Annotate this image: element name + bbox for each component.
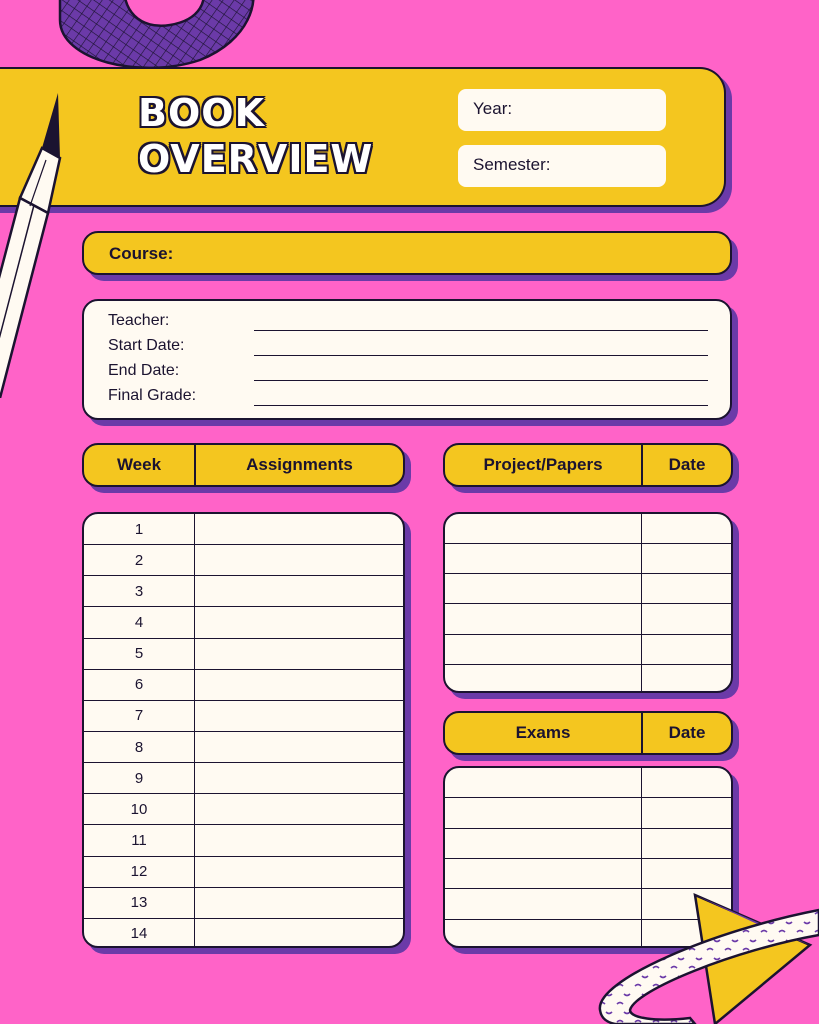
week-number: 8 [134,738,144,756]
table-row[interactable] [445,798,731,828]
table-row[interactable] [84,857,403,888]
column-divider [194,514,195,946]
assignments-table [82,512,405,948]
week-number: 7 [134,707,144,725]
table-row[interactable] [84,825,403,856]
week-number: 13 [130,894,148,912]
week-number: 9 [134,769,144,787]
end-date-label: End Date: [108,362,180,379]
assignments-column-header: Assignments [194,445,403,485]
table-row[interactable] [84,763,403,794]
week-number: 11 [131,831,147,849]
teacher-label: Teacher: [108,312,170,329]
table-row[interactable] [84,794,403,825]
table-row[interactable] [84,576,403,607]
week-number: 4 [134,613,144,631]
final-grade-line [254,405,708,406]
week-number: 12 [130,863,148,881]
table-row[interactable] [445,859,731,889]
table-row[interactable] [84,670,403,701]
page-title-line-1: BOOK [138,91,266,135]
semester-field[interactable] [458,145,666,187]
projects-table-header [443,443,733,487]
exams-table-header [443,711,733,755]
table-row[interactable] [445,574,731,604]
assignments-table-header [82,443,405,487]
projects-date-column-header: Date [641,445,731,485]
teacher-line [254,330,708,331]
week-number: 6 [134,676,144,694]
table-row[interactable] [445,665,731,691]
final-grade-label: Final Grade: [108,387,197,404]
course-field[interactable] [82,231,732,275]
teacher-row[interactable] [108,312,708,336]
week-number: 10 [130,800,148,818]
table-row[interactable] [84,888,403,919]
triangle-ring-decoration [595,890,819,1024]
week-number: 14 [130,925,148,943]
week-number: 3 [134,582,144,600]
page-title-line-2: OVERVIEW [138,137,374,181]
table-row[interactable] [84,607,403,638]
projects-column-header: Project/Papers [483,455,603,474]
semester-label: Semester: [473,155,551,174]
table-row[interactable] [445,514,731,544]
start-date-line [254,355,708,356]
table-row[interactable] [84,701,403,732]
end-date-row[interactable] [108,362,708,386]
week-column-header: Week [116,455,162,474]
week-number: 1 [134,520,144,538]
year-field[interactable] [458,89,666,131]
pencil-icon [0,88,70,398]
final-grade-row[interactable] [108,387,708,411]
table-row[interactable] [84,545,403,576]
exams-date-column-header: Date [641,713,731,753]
column-divider [641,514,642,691]
exams-column-header: Exams [515,723,571,742]
table-row[interactable] [445,829,731,859]
table-row[interactable] [84,514,403,545]
week-number: 2 [134,551,144,569]
table-row[interactable] [445,605,731,635]
start-date-row[interactable] [108,337,708,361]
start-date-label: Start Date: [108,337,185,354]
table-row[interactable] [445,768,731,798]
projects-table [443,512,733,693]
course-label: Course: [109,244,174,263]
end-date-line [254,380,708,381]
table-row[interactable] [445,544,731,574]
table-row[interactable] [84,639,403,670]
year-label: Year: [473,99,513,118]
table-row[interactable] [84,732,403,763]
header-banner [0,67,726,207]
week-number: 5 [134,645,144,663]
table-row[interactable] [84,919,403,946]
info-box [82,299,732,420]
table-row[interactable] [445,635,731,665]
